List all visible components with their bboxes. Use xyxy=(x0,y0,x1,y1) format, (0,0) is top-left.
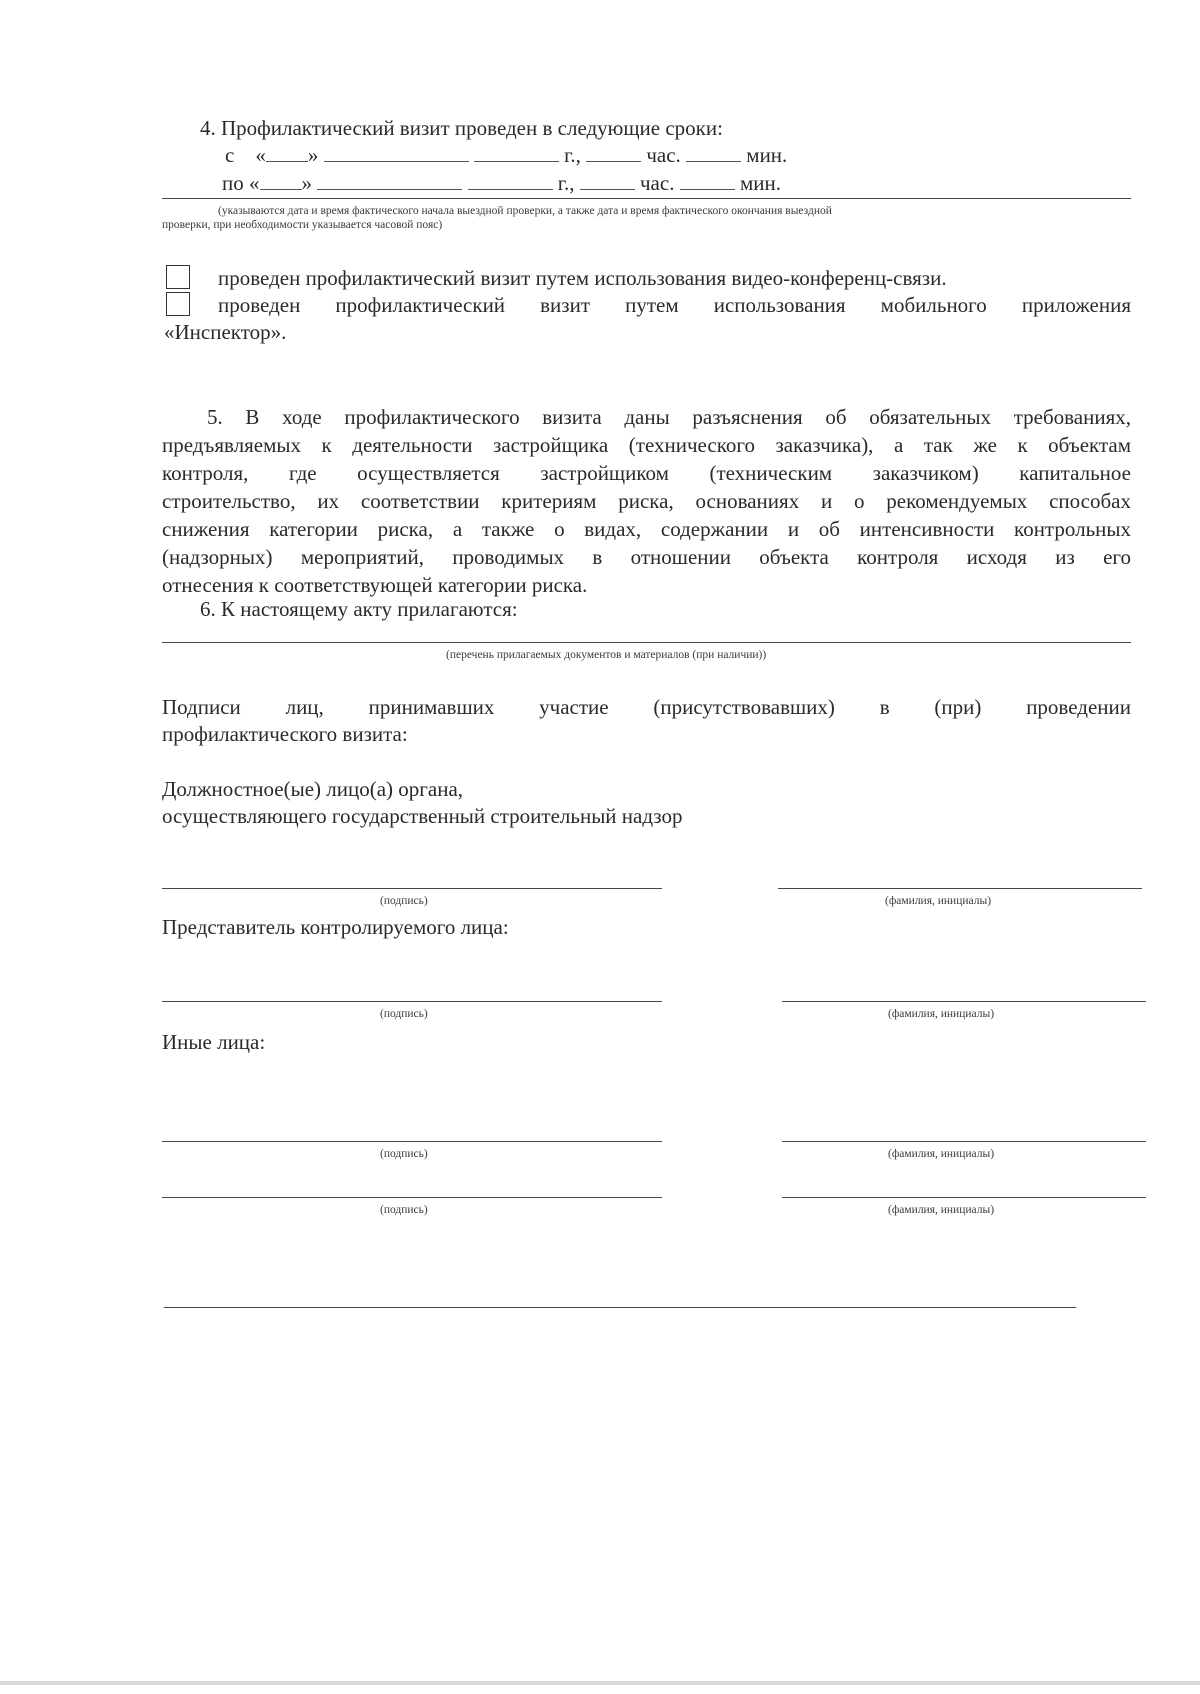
section-5-line: (надзорных) мероприятий, проводимых в отношении объекта контроля исходя из его xyxy=(162,545,1131,569)
date-from-row xyxy=(225,141,787,169)
open-quote: « xyxy=(249,171,260,195)
section-5-last-line: отнесения к соответствующей категории риска. xyxy=(162,573,588,597)
other-name-line-1[interactable] xyxy=(782,1141,1146,1142)
representative-signature-line[interactable] xyxy=(162,1001,662,1002)
name-caption: (фамилия, инициалы) xyxy=(885,895,992,907)
section-4-rule xyxy=(162,198,1131,199)
to-prefix: по xyxy=(222,171,244,195)
section-4-note-line-2: проверки, при необходимости указывается часовой пояс) xyxy=(162,219,443,231)
section-5-paragraph xyxy=(162,403,1131,599)
section-5-line: предъявляемых к деятельности застройщика (технического заказчика), а так же к объектам xyxy=(162,433,1131,457)
video-conference-checkbox[interactable] xyxy=(166,265,190,289)
representative-name-line[interactable] xyxy=(782,1001,1146,1002)
signature-caption: (подпись) xyxy=(380,1148,428,1160)
section-5-line: контроля, где осуществляется застройщиком (техническим заказчиком) капитальное xyxy=(162,461,1131,485)
closing-rule xyxy=(164,1307,1076,1308)
day-from-field[interactable] xyxy=(266,143,308,162)
hours-from-field[interactable] xyxy=(586,143,641,162)
section-6-heading: 6. К настоящему акту прилагаются: xyxy=(200,597,518,621)
others-label: Иные лица: xyxy=(162,1030,266,1054)
section-5-line: снижения категории риска, а также о видах, содержании и об интенсивности контрольных xyxy=(162,517,1131,541)
from-prefix: с xyxy=(225,143,235,167)
minutes-label: мин. xyxy=(739,171,781,195)
option-mobile-app-line-1: проведен профилактический визит путем использования мобильного приложения xyxy=(218,293,1131,317)
signature-caption: (подпись) xyxy=(380,1008,428,1020)
year-to-field[interactable] xyxy=(468,171,553,190)
date-to-row xyxy=(222,169,781,197)
signature-caption: (подпись) xyxy=(380,895,428,907)
official-line-2: осуществляющего государственный строительный надзор xyxy=(162,804,683,828)
hours-label: час. xyxy=(646,143,681,167)
minutes-label: мин. xyxy=(746,143,788,167)
section-6-note: (перечень прилагаемых документов и материалов (при наличии)) xyxy=(446,649,767,661)
minutes-from-field[interactable] xyxy=(686,143,741,162)
close-quote: » xyxy=(301,171,312,195)
signatures-intro-line-1: Подписи лиц, принимавших участие (присутствовавших) в (при) проведении xyxy=(162,695,1131,719)
name-caption: (фамилия, инициалы) xyxy=(888,1204,995,1216)
hours-label: час. xyxy=(640,171,675,195)
attachments-field[interactable] xyxy=(162,642,1131,643)
section-5-line: строительство, их соответствии критериям риска, основаниях и о рекомендуемых способах xyxy=(162,489,1131,513)
option-video-conference: проведен профилактический визит путем использования видео-конференц-связи. xyxy=(218,266,947,290)
year-from-field[interactable] xyxy=(474,143,559,162)
month-from-field[interactable] xyxy=(324,143,469,162)
representative-label: Представитель контролируемого лица: xyxy=(162,915,509,939)
scan-edge xyxy=(0,1681,1200,1685)
other-signature-line-2[interactable] xyxy=(162,1197,662,1198)
mobile-app-checkbox[interactable] xyxy=(166,292,190,316)
year-suffix: г., xyxy=(557,171,575,195)
open-quote: « xyxy=(255,143,266,167)
name-caption: (фамилия, инициалы) xyxy=(888,1008,995,1020)
option-mobile-app-line-2: «Инспектор». xyxy=(164,320,287,344)
year-suffix: г., xyxy=(564,143,581,167)
section-5-line: 5. В ходе профилактического визита даны разъяснения об обязательных требованиях, xyxy=(207,405,1131,429)
other-name-line-2[interactable] xyxy=(782,1197,1146,1198)
official-name-line[interactable] xyxy=(778,888,1142,889)
minutes-to-field[interactable] xyxy=(680,171,735,190)
section-4-note-line-1: (указываются дата и время фактического начала выездной проверки, а также дата и время фактического окончания выездной xyxy=(218,205,832,217)
month-to-field[interactable] xyxy=(317,171,462,190)
official-line-1: Должностное(ые) лицо(а) органа, xyxy=(162,777,464,801)
day-to-field[interactable] xyxy=(260,171,302,190)
section-4-heading: 4. Профилактический визит проведен в следующие сроки: xyxy=(200,116,723,140)
official-signature-line[interactable] xyxy=(162,888,662,889)
signatures-intro-line-2: профилактического визита: xyxy=(162,722,408,746)
other-signature-line-1[interactable] xyxy=(162,1141,662,1142)
close-quote: » xyxy=(307,143,319,167)
name-caption: (фамилия, инициалы) xyxy=(888,1148,995,1160)
hours-to-field[interactable] xyxy=(580,171,635,190)
signature-caption: (подпись) xyxy=(380,1204,428,1216)
